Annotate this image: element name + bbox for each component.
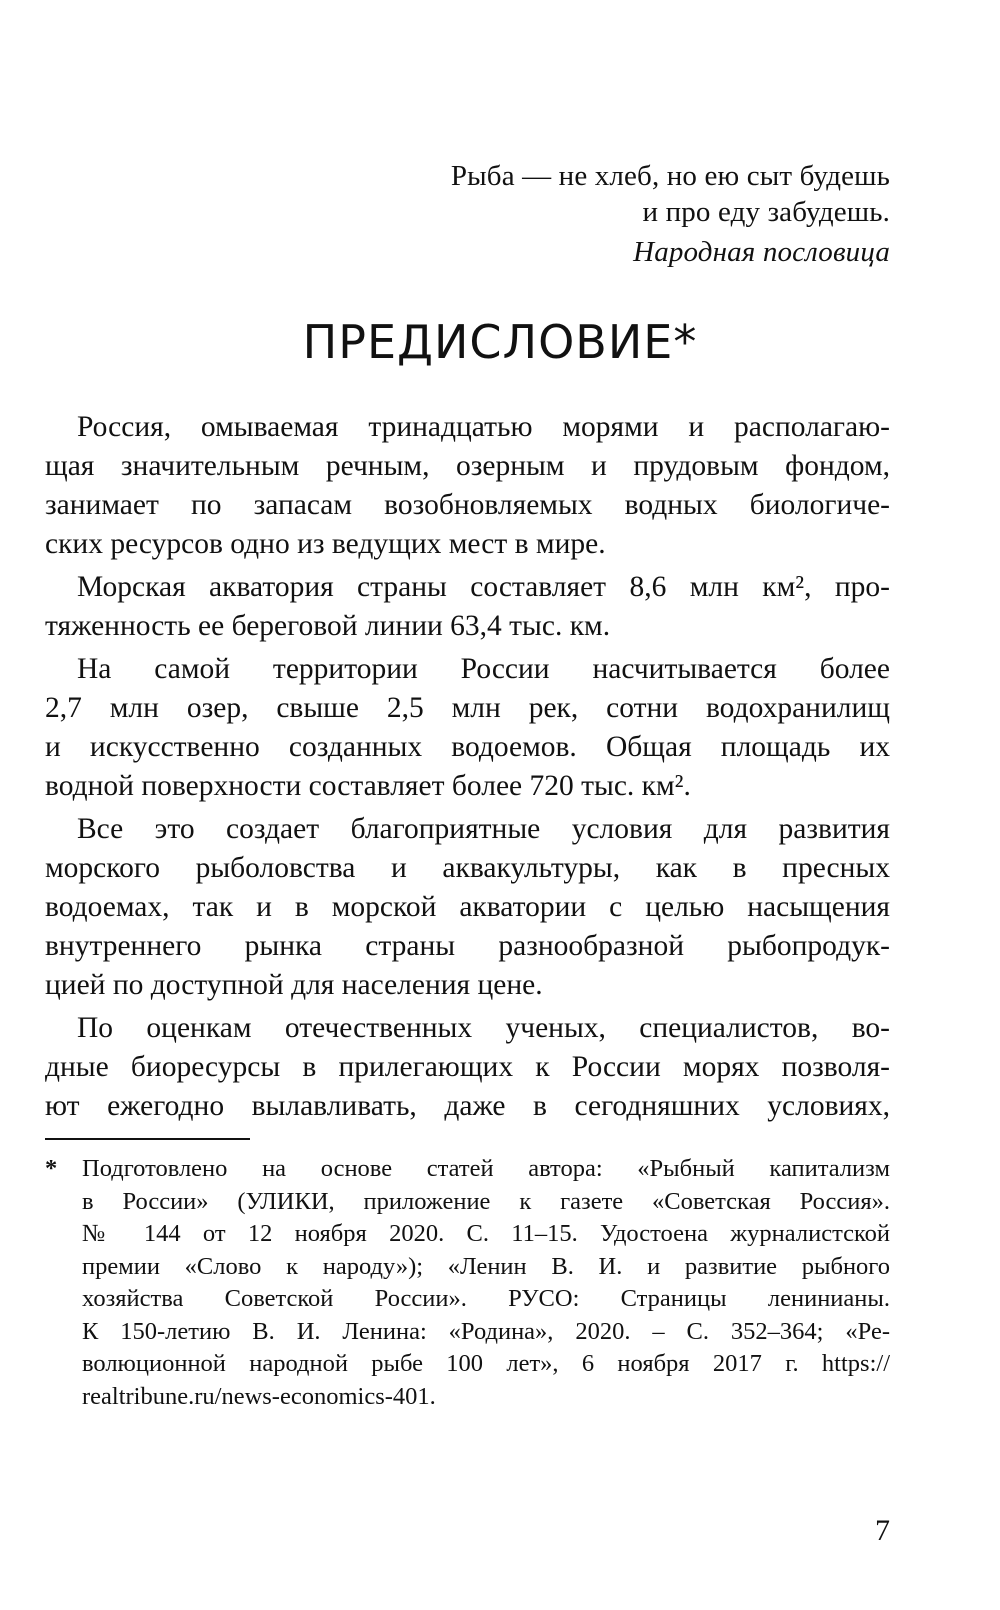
text-line: цией по доступной для населения цене.	[45, 969, 543, 1001]
text-line: занимает по запасам возобновляемых водных биологиче-	[45, 489, 890, 521]
footnote	[45, 1153, 890, 1413]
text-line: внутреннего рынка страны разнообразной рыбопродук-	[45, 930, 890, 962]
epigraph	[300, 158, 890, 270]
text-line: водной поверхности составляет более 720 тыс. км².	[45, 770, 691, 802]
paragraph	[45, 568, 890, 646]
text-line: дные биоресурсы в прилегающих к России морях позволя-	[45, 1051, 890, 1083]
footnote-line: волюционной народной рыбе 100 лет», 6 ноября 2017 г. https://	[82, 1350, 890, 1377]
footnote-line: хозяйства Советской России». РУСО: Страницы ленинианы.	[82, 1285, 890, 1312]
footnote-line: К 150-летию В. И. Ленина: «Родина», 2020. – С. 352–364; «Ре-	[82, 1317, 890, 1345]
chapter-title: ПРЕДИСЛОВИЕ*	[302, 315, 698, 369]
paragraph	[45, 650, 890, 806]
text-line: Морская акватория страны составляет 8,6 млн км², про-	[77, 571, 890, 603]
text-line: По оценкам отечественных ученых, специалистов, во-	[77, 1012, 890, 1044]
text-line: Все это создает благоприятные условия для развития	[77, 813, 890, 845]
footnote-line: в России» (УЛИКИ, приложение к газете «Советская Россия».	[82, 1187, 890, 1215]
paragraph	[45, 1009, 890, 1126]
text-line: ют ежегодно вылавливать, даже в сегодняшних условиях,	[45, 1090, 890, 1122]
epigraph-source: Народная пословица	[633, 236, 890, 268]
epigraph-line: и про еду забудешь.	[642, 196, 890, 228]
footnote-line: realtribune.ru/news-economics-401.	[82, 1382, 436, 1410]
footnote-line: № 144 от 12 ноября 2020. С. 11–15. Удостоена журналистской	[82, 1220, 890, 1247]
text-line: тяженность ее береговой линии 63,4 тыс. км.	[45, 610, 611, 642]
footnote-divider	[45, 1138, 250, 1140]
text-line: щая значительным речным, озерным и прудовым фондом,	[45, 450, 890, 482]
footnote-line: Подготовлено на основе статей автора: «Рыбный капитализм	[82, 1155, 890, 1182]
page-number: 7	[875, 1514, 890, 1547]
text-line: 2,7 млн озер, свыше 2,5 млн рек, сотни водохранилищ	[45, 692, 890, 724]
footnote-marker: *	[45, 1155, 58, 1182]
text-line: Россия, омываемая тринадцатью морями и располагаю-	[77, 411, 890, 443]
body-text	[45, 408, 890, 1130]
text-line: На самой территории России насчитывается более	[77, 653, 890, 685]
text-line: ских ресурсов одно из ведущих мест в мире.	[45, 528, 606, 560]
epigraph-line: Рыба — не хлеб, но ею сыт будешь	[450, 160, 890, 192]
text-line: водоемах, так и в морской акватории с целью насыщения	[45, 891, 890, 923]
footnote-line: премии «Слово к народу»); «Ленин В. И. и развитие рыбного	[82, 1252, 890, 1280]
paragraph	[45, 408, 890, 564]
text-line: морского рыболовства и аквакультуры, как в пресных	[45, 852, 890, 884]
paragraph	[45, 810, 890, 1005]
text-line: и искусственно созданных водоемов. Общая площадь их	[45, 731, 890, 763]
